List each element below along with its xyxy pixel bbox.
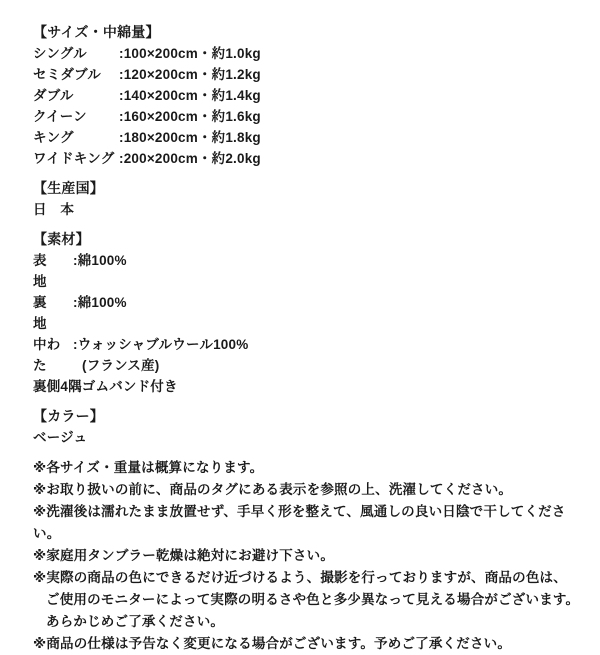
size-section <box>33 22 586 169</box>
material-value: :綿100% <box>73 295 127 310</box>
material-value-line1: :ウォッシャブルウール100% <box>73 337 249 352</box>
size-row <box>33 64 586 85</box>
notes <box>33 457 586 655</box>
size-label: クイーン <box>33 109 87 124</box>
material-label: 表 地 <box>33 253 61 289</box>
size-value: :100×200cm・約1.0kg <box>119 46 261 61</box>
note-line: ※お取り扱いの前に、商品のタグにある表示を参照の上、洗濯してください。 <box>33 482 513 497</box>
note-line: ご使用のモニターによって実際の明るさや色と多少異なって見える場合がございます。 <box>46 592 580 607</box>
material-value: :綿100% <box>73 253 127 268</box>
country-section-heading: 【生産国】 <box>33 180 104 196</box>
size-value: :180×200cm・約1.8kg <box>119 130 261 145</box>
material-value <box>73 334 586 376</box>
size-row <box>33 43 586 64</box>
material-section <box>33 229 586 397</box>
material-row <box>33 292 586 334</box>
size-label: ワイドキング <box>33 151 115 166</box>
note-line: ※各サイズ・重量は概算になります。 <box>33 460 264 475</box>
material-row <box>33 250 586 292</box>
size-label: セミダブル <box>33 67 101 82</box>
size-value: :160×200cm・約1.6kg <box>119 109 261 124</box>
elastic-band-note: 裏側4隅ゴムバンド付き <box>33 379 178 394</box>
note-line: ※商品の仕様は予告なく変更になる場合がございます。予めご了承ください。 <box>33 636 512 651</box>
size-label: シングル <box>33 46 87 61</box>
material-section-heading: 【素材】 <box>33 231 90 247</box>
note-line: あらかじめご了承ください。 <box>46 614 225 629</box>
size-row <box>33 85 586 106</box>
color-value: ベージュ <box>33 430 88 445</box>
size-row <box>33 148 586 169</box>
size-label: ダブル <box>33 88 74 103</box>
country-section <box>33 178 586 220</box>
size-label: キング <box>33 130 74 145</box>
size-value: :120×200cm・約1.2kg <box>119 67 261 82</box>
material-value-origin: (フランス産) <box>82 358 160 373</box>
material-label: 裏 地 <box>33 295 61 331</box>
note-line: ※洗濯後は濡れたまま放置せず、手早く形を整えて、風通しの良い日陰で干してください。 <box>33 504 566 541</box>
size-value: :140×200cm・約1.4kg <box>119 88 261 103</box>
size-section-heading: 【サイズ・中綿量】 <box>33 24 160 40</box>
note-line: ※実際の商品の色にできるだけ近づけるよう、撮影を行っておりますが、商品の色は、 <box>33 570 567 585</box>
material-row <box>33 334 586 376</box>
country-value: 日 本 <box>33 202 75 217</box>
color-section-heading: 【カラー】 <box>33 408 104 424</box>
color-section <box>33 406 586 448</box>
size-row <box>33 127 586 148</box>
size-row <box>33 106 586 127</box>
material-label: 中わた <box>33 337 61 373</box>
size-value: :200×200cm・約2.0kg <box>119 151 261 166</box>
note-line: ※家庭用タンブラー乾燥は絶対にお避け下さい。 <box>33 548 335 563</box>
